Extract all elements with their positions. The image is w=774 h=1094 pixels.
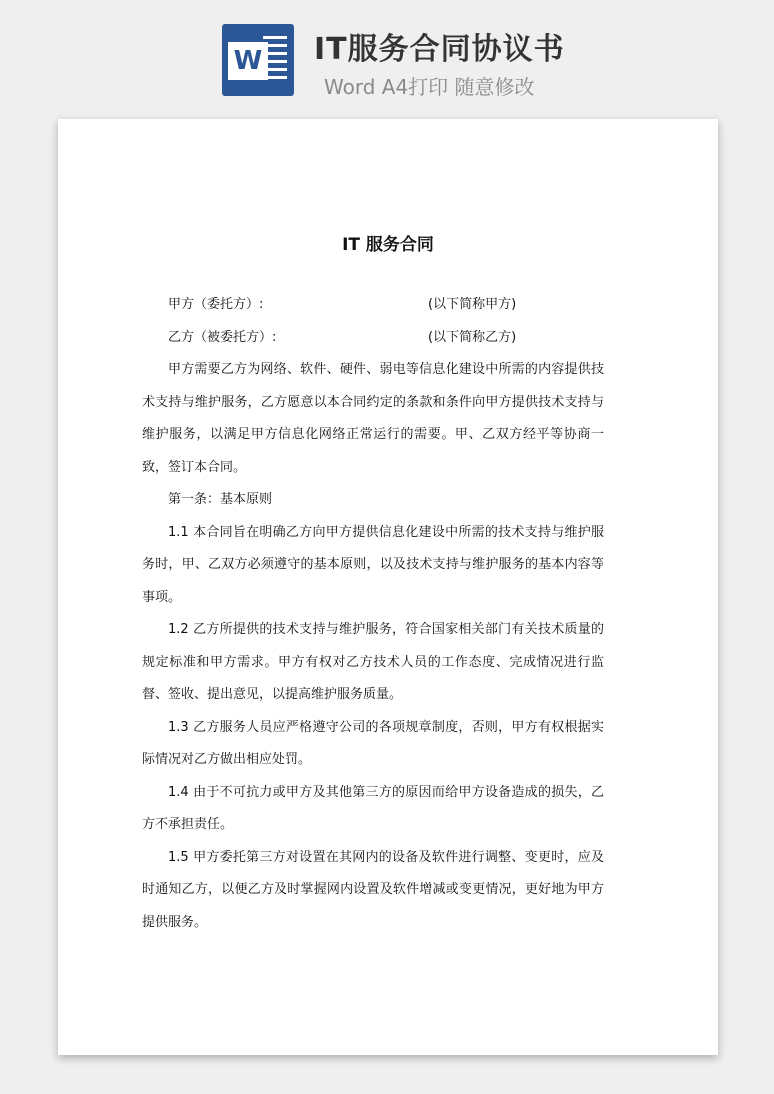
document-page	[58, 119, 718, 1055]
clause-1-5: 1.5 甲方委托第三方对设置在其网内的设备及软件进行调整、变更时，应及时通知乙方，以便乙方及时掌握网内设置及软件增减或变更情况，更好地为甲方提供服务。	[142, 849, 604, 930]
word-letter: W	[228, 42, 268, 80]
banner-subtitle: Word A4打印 随意修改	[324, 75, 535, 99]
party-b-note: (以下简称乙方)	[428, 329, 517, 345]
party-a-line	[142, 289, 604, 322]
party-a-label: 甲方（委托方）:	[168, 297, 264, 312]
clause-1-1: 1.1 本合同旨在明确乙方向甲方提供信息化建设中所需的技术支持与维护服务时，甲、乙双方必须遵守的基本原则，以及技术支持与维护服务的基本内容等事项。	[142, 524, 604, 605]
party-b-line	[142, 322, 604, 355]
document-body	[142, 289, 604, 939]
document-title: IT 服务合同	[342, 235, 434, 255]
clause-1-2: 1.2 乙方所提供的技术支持与维护服务，符合国家相关部门有关技术质量的规定标准和甲方需求。甲方有权对乙方技术人员的工作态度、完成情况进行监督、签收、提出意见，以提高维护服务质量。	[142, 622, 604, 702]
clause-1-4: 1.4 由于不可抗力或甲方及其他第三方的原因而给甲方设备造成的损失，乙方不承担责任。	[142, 784, 604, 832]
party-a-note: (以下简称甲方)	[428, 297, 517, 312]
banner-title: IT服务合同协议书	[314, 32, 565, 67]
word-icon	[222, 24, 294, 96]
party-b-label: 乙方（被委托方）:	[168, 329, 277, 345]
header-banner	[0, 0, 774, 118]
section-heading: 第一条：基本原则	[168, 492, 273, 507]
clause-1-3: 1.3 乙方服务人员应严格遵守公司的各项规章制度，否则，甲方有权根据实际情况对乙方做出相应处罚。	[142, 719, 604, 767]
intro-paragraph: 甲方需要乙方为网络、软件、硬件、弱电等信息化建设中所需的内容提供技术支持与维护服务，乙方愿意以本合同约定的条款和条件向甲方提供技术支持与维护服务，以满足甲方信息化网络正常运行的需要。甲、乙双方经平等协商一致，签订本合同。	[142, 362, 604, 475]
